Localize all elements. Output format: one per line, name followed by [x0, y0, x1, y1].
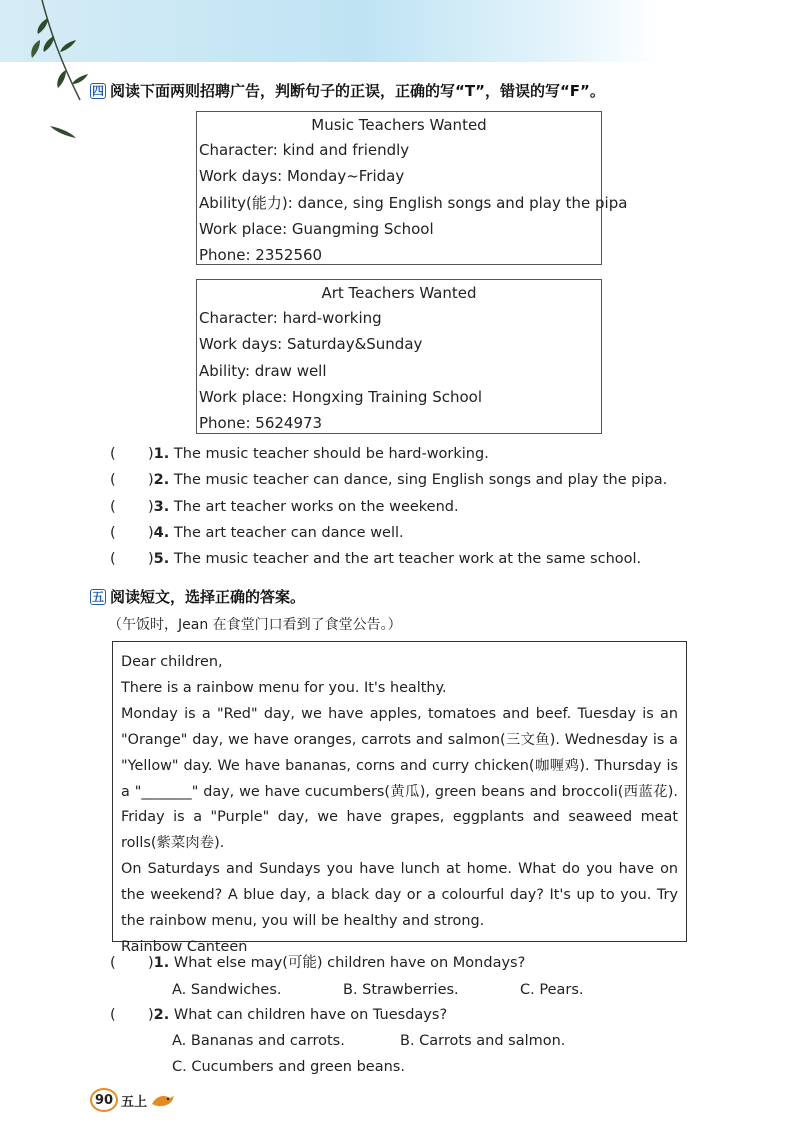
page-number: 90	[90, 1088, 118, 1112]
ad2-title: Art Teachers Wanted	[321, 284, 477, 302]
answer-blank[interactable]: (	[110, 446, 116, 462]
q1-option-a[interactable]: A. Sandwiches.	[172, 982, 282, 998]
ad2-line: Phone: 5624973	[199, 414, 323, 433]
page-footer	[90, 1088, 176, 1112]
ad1-line: Ability(能力): dance, sing English songs and play the pipa	[199, 193, 628, 212]
q2-option-a[interactable]: A. Bananas and carrots.	[172, 1033, 345, 1049]
section5-badge: 五	[91, 589, 104, 604]
music-teacher-ad	[196, 111, 628, 265]
art-teacher-ad	[196, 279, 602, 434]
ad1-line: Character: kind and friendly	[199, 141, 410, 159]
ad2-line: Work place: Hongxing Training School	[199, 387, 483, 406]
tf-question-5: ( )5. The music teacher and the art teacher work at the same school.	[110, 548, 641, 570]
ad2-line: Character: hard-working	[199, 309, 382, 327]
tf-question-1: ( )1. The music teacher should be hard-working.	[110, 443, 489, 465]
section5-heading	[90, 586, 305, 607]
ad2-line: Ability: draw well	[199, 361, 327, 380]
section5-title: 阅读短文，选择正确的答案。	[110, 588, 306, 606]
notice-paragraph: Monday is a "Red" day, we have apples, tomatoes and beef. Tuesday is an "Orange" day, we have oranges, carrots and salmon(三文鱼). Wednesday is a "Yellow" day. We have bananas, corns and curry chicken(咖喱鸡). Thursday is a "_______" day, we have cucumbers(黄瓜), green beans and broccoli(西蓝花). Friday is a "Purple" day, we have grapes, eggplants and seaweed meat rolls(紫菜肉卷).	[121, 705, 678, 852]
tf-question-2: ( )2. The music teacher can dance, sing English songs and play the pipa.	[110, 469, 667, 491]
answer-blank[interactable]: (	[110, 551, 116, 567]
mc-question-1: ( )1. What else may(可能) children have on Mondays?	[110, 952, 525, 974]
q2-option-c[interactable]: C. Cucumbers and green beans.	[172, 1059, 405, 1075]
answer-blank[interactable]: (	[110, 1007, 116, 1023]
answer-blank[interactable]: (	[110, 499, 116, 515]
grade-label: 五上	[121, 1094, 148, 1110]
tf-question-4: ( )4. The art teacher can dance well.	[110, 522, 404, 544]
notice-signature: Rainbow Canteen	[121, 938, 248, 955]
ad1-title: Music Teachers Wanted	[311, 116, 487, 134]
answer-blank[interactable]: (	[110, 955, 116, 971]
canteen-notice	[112, 641, 687, 955]
answer-blank[interactable]: (	[110, 472, 116, 488]
ad1-line: Work days: Monday~Friday	[199, 167, 405, 186]
ad1-line: Phone: 2352560	[199, 246, 323, 265]
q2-option-b[interactable]: B. Carrots and salmon.	[400, 1033, 566, 1049]
willow-leaf-icon	[20, 0, 100, 140]
section4-heading	[90, 80, 605, 101]
section4-title: 阅读下面两则招聘广告，判断句子的正误，正确的写“T”，错误的写“F”。	[110, 82, 605, 100]
notice-greeting: Dear children,	[121, 654, 223, 670]
section5-subtitle: （午饭时，Jean 在食堂门口看到了食堂公告。）	[108, 617, 402, 633]
q1-option-b[interactable]: B. Strawberries.	[343, 982, 459, 998]
section4-badge: 四	[91, 83, 104, 98]
q1-option-c[interactable]: C. Pears.	[520, 982, 584, 998]
notice-paragraph: On Saturdays and Sundays you have lunch at home. What do you have on the weekend? A blue day, a black day or a colourful day? It's up to you. Try the rainbow menu, you will be healthy and strong.	[121, 861, 678, 930]
ad2-line: Work days: Saturday&Sunday	[199, 335, 423, 354]
bird-icon	[150, 1090, 176, 1110]
tf-question-3: ( )3. The art teacher works on the weekend.	[110, 496, 459, 518]
ad1-line: Work place: Guangming School	[199, 219, 434, 238]
answer-blank[interactable]: (	[110, 525, 116, 541]
notice-paragraph: There is a rainbow menu for you. It's healthy.	[121, 679, 447, 696]
mc-question-2: ( )2. What can children have on Tuesdays?	[110, 1004, 447, 1026]
